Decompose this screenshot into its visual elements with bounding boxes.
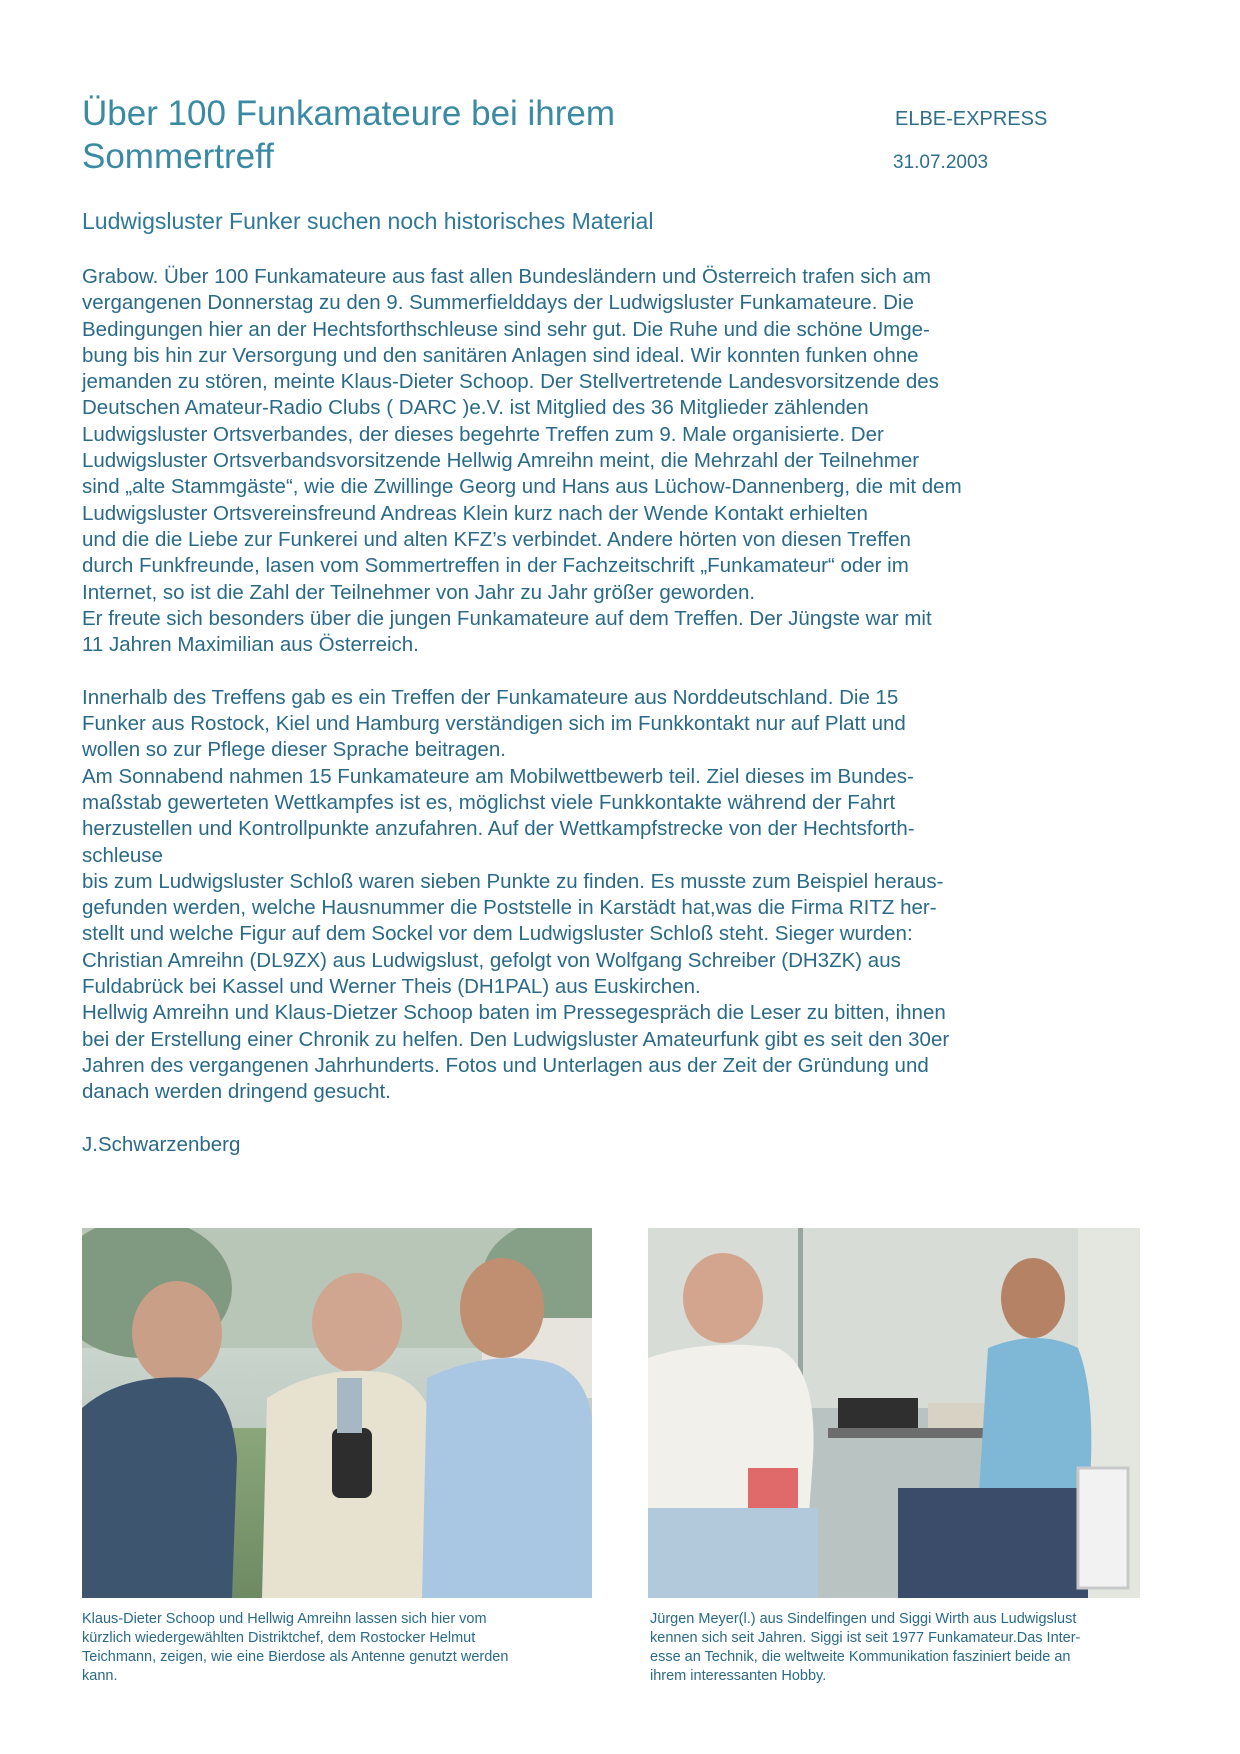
photo-caption-left	[82, 1610, 592, 1686]
body-line: Ludwigsluster Ortsvereinsfreund Andreas Klein kurz nach der Wende Kontakt erhielten	[82, 501, 868, 525]
body-line: bung bis hin zur Versorgung und den sanitären Anlagen sind ideal. Wir konnten funken ohne	[82, 343, 919, 367]
body-line: gefunden werden, welche Hausnummer die Poststelle in Karstädt hat,was die Firma RITZ her-	[82, 896, 937, 920]
body-line: Bedingungen hier an der Hechtsforthschleuse sind sehr gut. Die Ruhe und die schöne Umge-	[82, 317, 930, 341]
body-line: Jahren des vergangenen Jahrhunderts. Fotos und Unterlagen aus der Zeit der Gründung und	[82, 1053, 929, 1077]
body-line: danach werden dringend gesucht.	[82, 1080, 391, 1104]
newspaper-source: ELBE-EXPRESS	[895, 108, 1048, 130]
photo-illustration	[648, 1228, 1140, 1598]
body-line: Ludwigsluster Ortsverbandsvorsitzende Hellwig Amreihn meint, die Mehrzahl der Teilnehmer	[82, 449, 920, 473]
paragraph-gap	[82, 658, 1092, 684]
body-line: Internet, so ist die Zahl der Teilnehmer von Jahr zu Jahr größer geworden.	[82, 580, 756, 604]
article-subtitle: Ludwigsluster Funker suchen noch historisches Material	[82, 208, 654, 234]
body-line: jemanden zu stören, meinte Klaus-Dieter Schoop. Der Stellvertretende Landesvorsitzende des	[82, 370, 939, 394]
caption-line: kann.	[82, 1668, 118, 1684]
body-line: vergangenen Donnerstag zu den 9. Summerfielddays der Ludwigsluster Funkamateure. Die	[82, 291, 914, 315]
body-line: herzustellen und Kontrollpunkte anzufahren. Auf der Wettkampfstrecke von der Hechtsforth-	[82, 817, 915, 841]
body-line: bei der Erstellung einer Chronik zu helfen. Den Ludwigsluster Amateurfunk gibt es seit den 30er	[82, 1027, 950, 1051]
author: J.Schwarzenberg	[82, 1132, 241, 1156]
photo-radio-station	[648, 1228, 1140, 1598]
body-line: Christian Amreihn (DL9ZX) aus Ludwigslust, gefolgt von Wolfgang Schreiber (DH3ZK) aus	[82, 948, 901, 972]
body-line: stellt und welche Figur auf dem Sockel vor dem Ludwigsluster Schloß steht. Sieger wurden:	[82, 922, 913, 946]
body-line: durch Funkfreunde, lasen vom Sommertreffen in der Fachzeitschrift „Funkamateur“ oder im	[82, 554, 909, 578]
caption-line: kürzlich wiedergewählten Distriktchef, dem Rostocker Helmut	[82, 1630, 476, 1646]
caption-line: kennen sich seit Jahren. Siggi ist seit 1977 Funkamateur.Das Inter-	[650, 1630, 1081, 1646]
photo-caption-right	[650, 1610, 1140, 1686]
body-line: Innerhalb des Treffens gab es ein Treffen der Funkamateure aus Norddeutschland. Die 15	[82, 685, 899, 709]
body-line: und die die Liebe zur Funkerei und alten KFZ’s verbindet. Andere hörten von diesen Treffen	[82, 527, 911, 551]
body-line: bis zum Ludwigsluster Schloß waren sieben Punkte zu finden. Es musste zum Beispiel heraus-	[82, 869, 944, 893]
caption-line: Jürgen Meyer(l.) aus Sindelfingen und Siggi Wirth aus Ludwigslust	[650, 1611, 1077, 1627]
publication-date: 31.07.2003	[893, 152, 989, 173]
body-line: Deutschen Amateur-Radio Clubs ( DARC )e.V. ist Mitglied des 36 Mitglieder zählenden	[82, 396, 869, 420]
title-line: Sommertreff	[82, 137, 274, 176]
body-line: Hellwig Amreihn und Klaus-Dietzer Schoop baten im Pressegespräch die Leser zu bitten, ihnen	[82, 1001, 946, 1025]
caption-line: esse an Technik, die weltweite Kommunikation fasziniert beide an	[650, 1649, 1071, 1665]
article-body	[82, 264, 1092, 1158]
body-line: 11 Jahren Maximilian aus Österreich.	[82, 633, 419, 657]
body-line: Funker aus Rostock, Kiel und Hamburg verständigen sich im Funkkontakt nur auf Platt und	[82, 712, 906, 736]
caption-line: Teichmann, zeigen, wie eine Bierdose als Antenne genutzt werden	[82, 1649, 509, 1665]
photo-illustration	[82, 1228, 592, 1598]
body-line: Am Sonnabend nahmen 15 Funkamateure am Mobilwettbewerb teil. Ziel dieses im Bundes-	[82, 764, 914, 788]
title-line: Über 100 Funkamateure bei ihrem	[82, 94, 616, 133]
body-line: wollen so zur Pflege dieser Sprache beitragen.	[82, 738, 506, 762]
body-line: schleuse	[82, 843, 163, 867]
body-line: Fuldabrück bei Kassel und Werner Theis (DH1PAL) aus Euskirchen.	[82, 975, 701, 999]
body-line: Grabow. Über 100 Funkamateure aus fast allen Bundesländern und Österreich trafen sich am	[82, 265, 931, 288]
photo-three-men-outdoors	[82, 1228, 592, 1598]
body-line: sind „alte Stammgäste“, wie die Zwillinge Georg und Hans aus Lüchow-Dannenberg, die mit dem	[82, 475, 962, 499]
body-line: maßstab gewerteten Wettkampfes ist es, möglichst viele Funkkontakte während der Fahrt	[82, 790, 896, 814]
caption-line: Klaus-Dieter Schoop und Hellwig Amreihn lassen sich hier vom	[82, 1611, 487, 1627]
article-title	[82, 92, 782, 178]
caption-line: ihrem interessanten Hobby.	[650, 1668, 827, 1684]
body-line: Er freute sich besonders über die jungen Funkamateure auf dem Treffen. Der Jüngste war mit	[82, 606, 932, 630]
paragraph-gap	[82, 1106, 1092, 1132]
body-line: Ludwigsluster Ortsverbandes, der dieses begehrte Treffen zum 9. Male organisierte. Der	[82, 422, 884, 446]
